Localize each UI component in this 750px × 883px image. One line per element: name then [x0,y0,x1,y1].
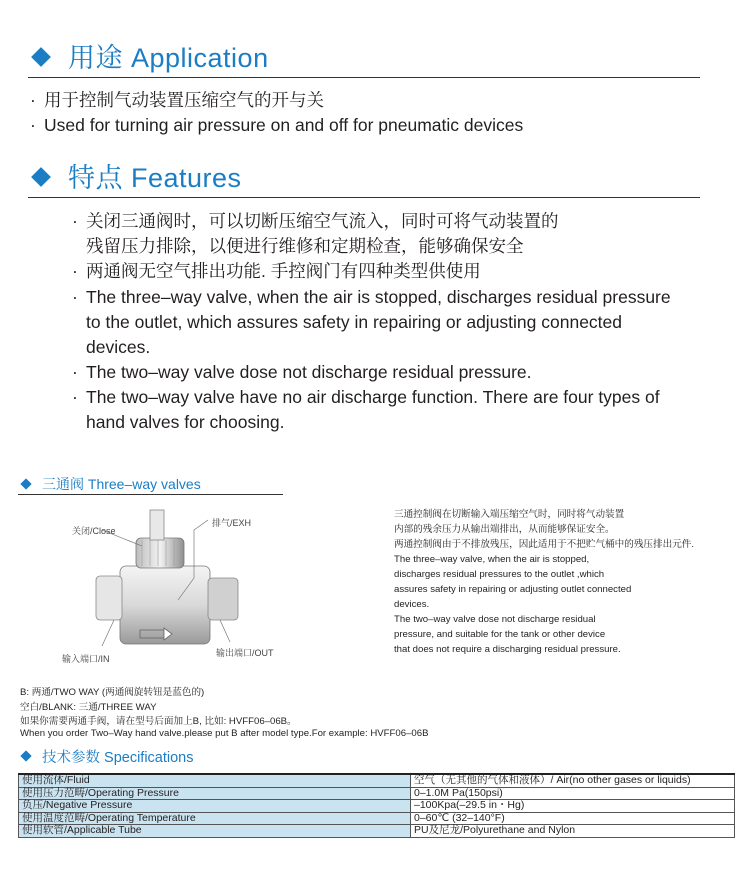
outlet-label: 输出端口/OUT [216,648,274,658]
bullet-dot: · [30,90,36,110]
inlet-label: 输入端口/IN [62,654,110,664]
bullet-dot: · [72,362,78,382]
spec-key: 使用流体/Fluid [19,774,411,787]
three-way-desc: The three–way valve, when the air is stopped, [394,554,590,565]
features-line: hand valves for choosing. [86,412,285,432]
three-way-desc: that does not require a discharging residual pressure. [394,644,621,655]
application-title: 用途 Application [68,43,269,73]
three-way-desc: pressure, and suitable for the tank or other device [394,629,606,640]
bullet-dot: · [72,387,78,407]
note-order-en: When you order Two–Way hand valve.please put B after model type.For example: HVFF06–06B [20,728,429,739]
valve-diagram [58,508,298,668]
three-way-desc: assures safety in repairing or adjusting outlet connected [394,584,632,595]
features-line: 两通阀无空气排出功能. 手控阀门有四种类型供使用 [86,261,481,281]
spec-value: 0–1.0M Pa(150psi) [411,787,735,800]
spec-key: 负压/Negative Pressure [19,800,411,813]
table-row [19,800,735,813]
diamond-bullet-icon [31,47,51,67]
spec-value: 空气（无其他的气体和液体）/ Air(no other gases or liquids) [411,774,735,787]
specifications-table [18,773,735,838]
features-line: 残留压力排除，以便进行维修和定期检查，能够确保安全 [86,236,524,256]
three-way-desc: devices. [394,599,430,610]
diamond-bullet-icon [20,750,31,761]
divider [28,77,700,78]
diamond-bullet-icon [20,478,31,489]
features-line: to the outlet, which assures safety in repairing or adjusting connected [86,312,623,332]
application-bullet-cn: 用于控制气动装置压缩空气的开与关 [44,90,324,110]
spec-value: PU及尼龙/Polyurethane and Nylon [411,825,735,838]
spec-value: –100Kpa(–29.5 in・Hg) [411,800,735,813]
table-row [19,812,735,825]
note-order-cn: 如果你需要两通手阀，请在型号后面加上B, 比如: HVFF06–06B。 [20,716,297,727]
three-way-desc: The two–way valve dose not discharge residual [394,614,596,625]
specifications-title: 技术参数 Specifications [42,750,194,766]
table-row [19,825,735,838]
features-line: 关闭三通阀时，可以切断压缩空气流入，同时可将气动装置的 [86,211,559,231]
three-way-desc: discharges residual pressures to the outlet ,which [394,569,605,580]
three-way-title: 三通阀 Three–way valves [42,476,201,492]
bullet-dot: · [30,115,36,135]
close-label: 关闭/Close [72,526,116,536]
diamond-bullet-icon [31,167,51,187]
features-line: The two–way valve dose not discharge residual pressure. [86,362,532,382]
features-title: 特点 Features [68,163,242,193]
spec-value: 0–60℃ (32–140°F) [411,812,735,825]
divider [18,494,283,495]
bullet-dot: · [72,287,78,307]
exhaust-label: 排气/EXH [212,518,252,528]
divider [28,197,700,198]
spec-key: 使用温度范畴/Operating Temperature [19,812,411,825]
three-way-desc: 内部的残余压力从输出端排出，从而能够保证安全。 [394,524,615,535]
note-blank: 空白/BLANK: 三通/THREE WAY [20,702,157,713]
bullet-dot: · [72,211,78,231]
three-way-desc: 两通控制阀由于不排放残压，因此适用于不把贮气桶中的残压排出元件. [394,539,695,550]
bullet-dot: · [72,261,78,281]
spec-key: 使用压力范畴/Operating Pressure [19,787,411,800]
table-row [19,787,735,800]
spec-key: 使用软管/Applicable Tube [19,825,411,838]
features-line: The three–way valve, when the air is stopped, discharges residual pressure [86,287,671,307]
application-bullet-en: Used for turning air pressure on and off for pneumatic devices [44,115,524,135]
table-row [19,774,735,787]
features-line: devices. [86,337,151,357]
note-two-way: B: 两通/TWO WAY (两通阀旋转钮是蓝色的) [20,687,205,698]
features-line: The two–way valve have no air discharge function. There are four types of [86,387,660,407]
three-way-desc: 三通控制阀在切断输入端压缩空气时，同时将气动装置 [394,509,625,520]
